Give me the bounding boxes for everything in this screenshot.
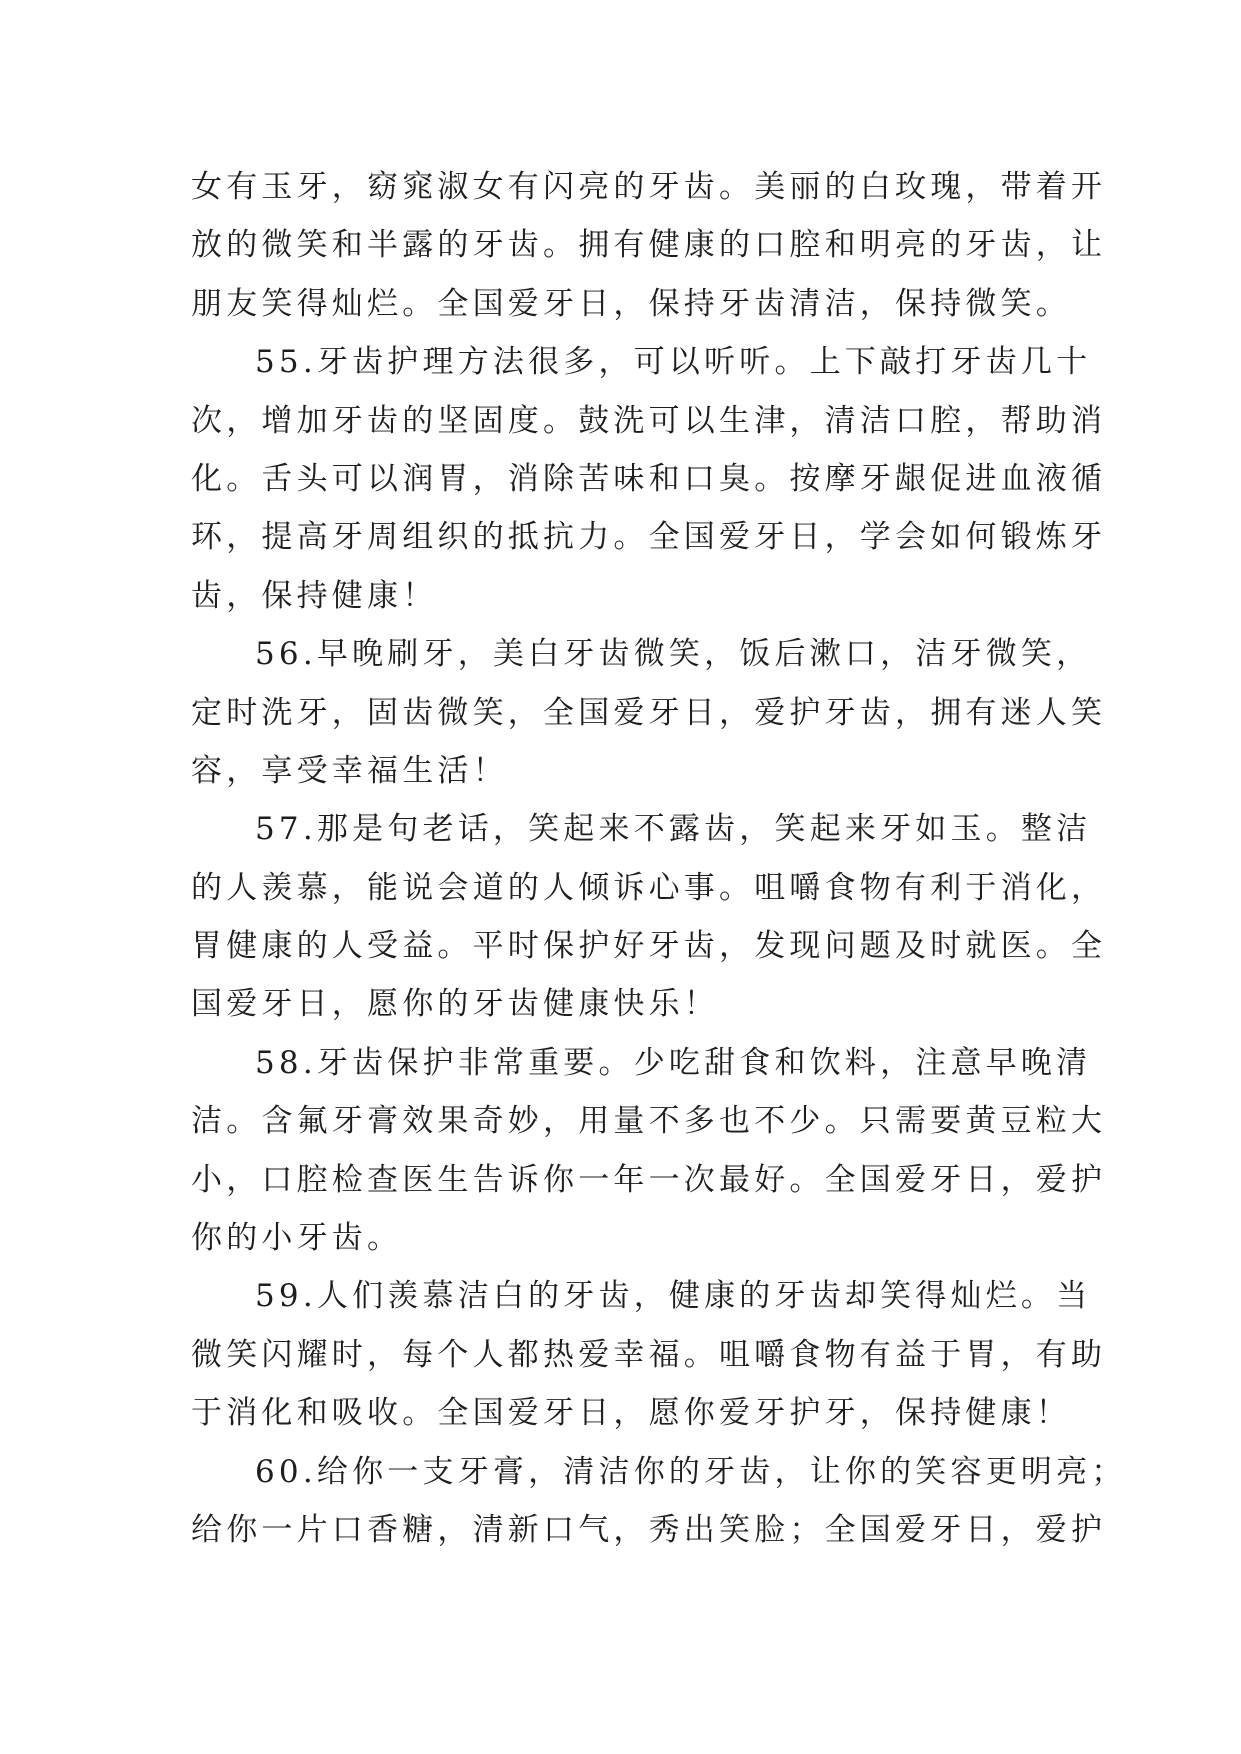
text-line: 女有玉牙，窈窕淑女有闪亮的牙齿。美丽的白玫瑰，带着开: [191, 169, 1107, 205]
text-line: 的人羡慕，能说会道的人倾诉心事。咀嚼食物有利于消化，: [191, 869, 1107, 906]
text-line: 次，增加牙齿的坚固度。鼓洗可以生津，清洁口腔，帮助消: [191, 402, 1107, 439]
text-line: 于消化和吸收。全国爱牙日，愿你爱牙护牙，保持健康！: [191, 1395, 1071, 1432]
text-line: 国爱牙日，愿你的牙齿健康快乐！: [191, 986, 719, 1023]
text-line: 定时洗牙，固齿微笑，全国爱牙日，爱护牙齿，拥有迷人笑: [191, 694, 1107, 731]
paragraph-58: [191, 1034, 1107, 1268]
text-line: 60.给你一支牙膏，清洁你的牙齿，让你的笑容更明亮；: [255, 1453, 1127, 1490]
body-text: [191, 158, 1127, 1559]
paragraph-56: [191, 625, 1107, 800]
paragraph-60: [191, 1443, 1127, 1560]
text-line: 洁。含氟牙膏效果奇妙，用量不多也不少。只需要黄豆粒大: [191, 1103, 1107, 1140]
text-line: 55.牙齿护理方法很多，可以听听。上下敲打牙齿几十: [255, 344, 1092, 381]
text-line: 给你一片口香糖，清新口气，秀出笑脸；全国爱牙日，爱护: [191, 1511, 1107, 1548]
text-line: 化。舌头可以润胃，消除苦味和口臭。按摩牙龈促进血液循: [191, 460, 1107, 497]
paragraph-57: [191, 800, 1107, 1034]
text-line: 容，享受幸福生活！: [191, 752, 508, 789]
paragraph-55: [191, 333, 1107, 625]
text-line: 朋友笑得灿烂。全国爱牙日，保持牙齿清洁，保持微笑。: [191, 285, 1071, 322]
text-line: 59.人们羡慕洁白的牙齿，健康的牙齿却笑得灿烂。当: [255, 1278, 1092, 1315]
paragraph-59: [191, 1267, 1107, 1442]
text-line: 微笑闪耀时，每个人都热爱幸福。咀嚼食物有益于胃，有助: [191, 1336, 1107, 1373]
paragraph-continued: [191, 158, 1107, 333]
text-line: 56.早晚刷牙，美白牙齿微笑，饭后漱口，洁牙微笑，: [255, 636, 1092, 673]
text-line: 放的微笑和半露的牙齿。拥有健康的口腔和明亮的牙齿，让: [191, 227, 1107, 264]
text-line: 齿，保持健康！: [191, 577, 438, 614]
text-line: 环，提高牙周组织的抵抗力。全国爱牙日，学会如何锻炼牙: [191, 519, 1107, 556]
text-line: 57.那是句老话，笑起来不露齿，笑起来牙如玉。整洁: [255, 811, 1092, 848]
text-line: 小，口腔检查医生告诉你一年一次最好。全国爱牙日，爱护: [191, 1161, 1107, 1198]
text-line: 胃健康的人受益。平时保护好牙齿，发现问题及时就医。全: [191, 928, 1107, 965]
text-line: 58.牙齿保护非常重要。少吃甜食和饮料，注意早晚清: [255, 1044, 1092, 1081]
text-line: 你的小牙齿。: [191, 1220, 403, 1257]
